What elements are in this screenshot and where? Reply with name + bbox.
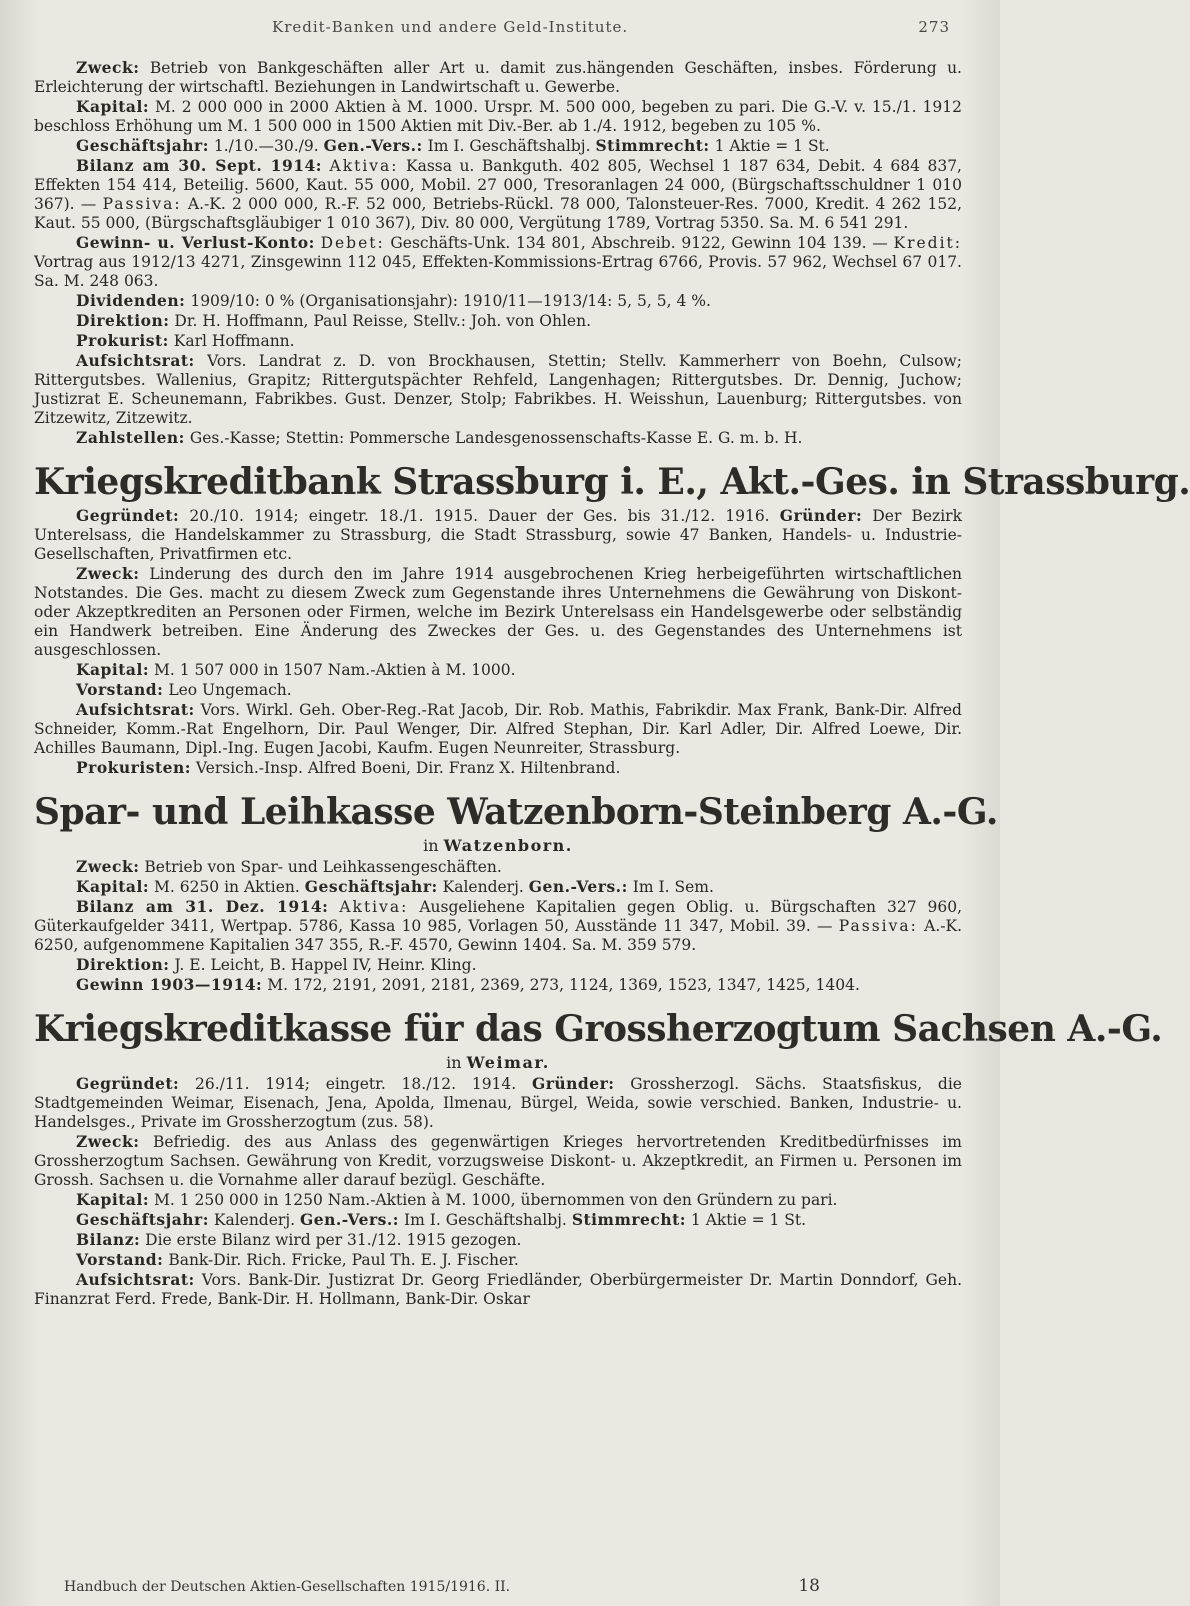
direktion-paragraph [34,955,962,975]
aufsichtsrat-label: Aufsichtsrat: [76,700,195,719]
gruender-label: Gründer: [779,506,863,525]
gj-label: Geschäftsjahr: [76,1210,209,1229]
stimmrecht-label: Stimmrecht: [595,136,710,155]
aufsichtsrat-paragraph [34,700,962,758]
kapital-label: Kapital: [76,1190,150,1209]
zahlstellen-text: Ges.-Kasse; Stettin: Pommersche Landesgenossenschafts-Kasse E. G. m. b. H. [189,429,803,447]
stimmrecht-text: 1 Aktie = 1 St. [690,1211,807,1229]
gj-text: Kalenderj. [213,1211,296,1229]
zweck-label: Zweck: [76,564,140,583]
debet-text: Geschäfts-Unk. 134 801, Abschreib. 9122, Gewinn 104 139. — [390,234,888,252]
entry-kriegskreditbank-strassburg [34,460,1190,778]
gruender-text: Der Bezirk Unterelsass, die Handelskammer zu Strassburg, die Stadt Strassburg, sowie 47 Banken, Handels- u. Industrie-Gesellschaften, Privatfirmen etc. [34,507,962,563]
gv-text: Im I. Sem. [632,878,714,896]
guv-paragraph [34,233,962,291]
gj-label: Geschäftsjahr: [304,877,438,896]
location-name: Watzenborn. [443,836,573,855]
zweck-text: Befriedig. des aus Anlass des gegenwärtigen Krieges hervortretenden Kreditbedürfnisses im Grossherzogtum Sachsen. Gewährung von Kredit, vorzugsweise Diskont- u. Akzeptkredit, an Firmen u. Personen im Grossh. Sachsen u. die Vornahme aller darauf bezügl. Geschäfte. [34,1133,962,1189]
gj-label: Geschäftsjahr: [76,136,209,155]
gegruendet-paragraph [34,506,962,564]
gv-text: Im I. Geschäftshalbj. [427,137,591,155]
prokuristen-label: Prokuristen: [76,758,191,777]
bilanz-paragraph [34,156,962,233]
gj-text: 1./10.—30./9. [213,137,319,155]
prokurist-label: Prokurist: [76,331,169,350]
guv-label: Gewinn- u. Verlust-Konto: [76,233,315,252]
gv-label: Gen.-Vers.: [299,1210,400,1229]
kapital-text: M. 1 507 000 in 1507 Nam.-Aktien à M. 1000. [154,661,516,679]
bilanz-paragraph [34,897,962,955]
entry-spar-leihkasse-watzenborn [34,790,998,995]
location-prefix: in [423,836,439,855]
bilanz-label: Bilanz am 30. Sept. 1914: [76,156,323,175]
entry-continued [34,58,962,448]
direktion-text: Dr. H. Hoffmann, Paul Reisse, Stellv.: Joh. von Ohlen. [174,312,592,330]
aufsichtsrat-text: Vors. Landrat z. D. von Brockhausen, Stettin; Stellv. Kammerherr von Boehn, Culsow; Rittergutsbes. Wallenius, Grapitz; Rittergutspächter Rehfeld, Langenhagen; Rittergutsbes. Dr. Dennig, Juchow; Justizrat E. Scheunemann, Fabrikbes. Gust. Denzer, Stolp; Fabrikbes. H. Weisshun, Lauenburg; Rittergutsbes. von Zitzewitz, Zitzewitz. [34,352,962,427]
gj-text: Kalenderj. [442,878,524,896]
company-title: Spar- und Leihkasse Watzenborn-Steinberg A.-G. [34,791,998,833]
page-number: 273 [918,18,950,36]
vorstand-label: Vorstand: [76,680,164,699]
gegruendet-text: 20./10. 1914; eingetr. 18./1. 1915. Dauer der Ges. bis 31./12. 1916. [189,507,770,525]
gegruendet-paragraph [34,1074,962,1132]
gewinn-text: M. 172, 2191, 2091, 2181, 2369, 273, 1124, 1369, 1523, 1347, 1425, 1404. [267,976,860,994]
page-footer [64,1576,950,1596]
zweck-label: Zweck: [76,1132,140,1151]
kredit-label: Kredit: [893,234,963,252]
gruender-label: Gründer: [531,1074,615,1093]
kapital-text: M. 6250 in Aktien. [154,878,300,896]
zahlstellen-paragraph [34,428,962,448]
zweck-label: Zweck: [76,58,140,77]
company-location [34,836,962,855]
prokuristen-paragraph [34,758,962,778]
gv-text: Im I. Geschäftshalbj. [403,1211,567,1229]
book-title: Handbuch der Deutschen Aktien-Gesellschaften 1915/1916. II. [64,1579,511,1595]
bilanz-text: Die erste Bilanz wird per 31./12. 1915 gezogen. [145,1231,522,1249]
vorstand-paragraph [34,1250,962,1270]
prokurist-text: Karl Hoffmann. [173,332,295,350]
company-location [34,1053,962,1072]
gegruendet-text: 26./11. 1914; eingetr. 18./12. 1914. [195,1075,517,1093]
direktion-text: J. E. Leicht, B. Happel IV, Heinr. Kling. [174,956,477,974]
vorstand-text: Leo Ungemach. [168,681,292,699]
kapital-label: Kapital: [76,877,150,896]
running-header [34,18,962,42]
prokurist-paragraph [34,331,962,351]
company-title: Kriegskreditbank Strassburg i. E., Akt.-Ges. in Strassburg. [34,461,1190,503]
kapital-label: Kapital: [76,660,150,679]
vorstand-paragraph [34,680,962,700]
vorstand-label: Vorstand: [76,1250,164,1269]
kapital-paragraph [34,1190,962,1210]
bilanz-label: Bilanz: [76,1230,141,1249]
aufsichtsrat-paragraph [34,1270,962,1309]
company-title: Kriegskreditkasse für das Grossherzogtum Sachsen A.-G. [34,1008,1163,1050]
passiva-label: Passiva: [838,917,918,935]
bilanz-paragraph [34,1230,962,1250]
direktion-label: Direktion: [76,311,170,330]
aufsichtsrat-label: Aufsichtsrat: [76,351,195,370]
kapital-paragraph [34,877,962,897]
dividenden-paragraph [34,291,962,311]
debet-label: Debet: [320,234,385,252]
dividenden-text: 1909/10: 0 % (Organisationsjahr): 1910/11—1913/14: 5, 5, 5, 4 %. [190,292,711,310]
zweck-text: Betrieb von Bankgeschäften aller Art u. damit zus.hängenden Geschäften, insbes. Förderung u. Erleichterung der wirtschaftl. Beziehungen in Landwirtschaft u. Gewerbe. [34,59,962,96]
zweck-paragraph [34,564,962,660]
gruender-text: Grossherzogl. Sächs. Staatsfiskus, die Stadtgemeinden Weimar, Eisenach, Jena, Apolda, Ilmenau, Bürgel, Weida, sowie verschied. Banken, Industrie- u. Handelsges., Private im Grossherzogtum (zus. 58). [34,1075,962,1131]
aktiva-text: Kassa u. Bankguth. 402 805, Wechsel 1 187 634, Debit. 4 684 837, Effekten 154 414, Beteilig. 5600, Kaut. 55 000, Mobil. 27 000, Tresoranlagen 24 000, (Bürgschaftsschuldner 1 010 367). — [34,157,962,213]
geschaeftsjahr-paragraph [34,136,962,156]
gv-label: Gen.-Vers.: [528,877,628,896]
aktiva-label: Aktiva: [339,898,409,916]
vorstand-text: Bank-Dir. Rich. Fricke, Paul Th. E. J. Fischer. [168,1251,519,1269]
stimmrecht-text: 1 Aktie = 1 St. [714,137,830,155]
direktion-label: Direktion: [76,955,170,974]
zweck-paragraph [34,1132,962,1190]
zweck-text: Betrieb von Spar- und Leihkassengeschäften. [144,858,502,876]
gv-label: Gen.-Vers.: [323,136,423,155]
zweck-label: Zweck: [76,857,140,876]
signature-mark: 18 [798,1576,820,1596]
location-name: Weimar. [466,1053,550,1072]
prokuristen-text: Versich.-Insp. Alfred Boeni, Dir. Franz X. Hiltenbrand. [195,759,621,777]
dividenden-label: Dividenden: [76,291,186,310]
aktiva-label: Aktiva: [329,157,399,175]
aufsichtsrat-text: Vors. Bank-Dir. Justizrat Dr. Georg Friedländer, Oberbürgermeister Dr. Martin Donndorf, Geh. Finanzrat Ferd. Frede, Bank-Dir. H. Hollmann, Bank-Dir. Oskar [34,1271,962,1308]
location-prefix: in [446,1053,462,1072]
kapital-text: M. 2 000 000 in 2000 Aktien à M. 1000. Urspr. M. 500 000, begeben zu pari. Die G.-V. v. 15./1. 1912 beschloss Erhöhung um M. 1 500 000 in 1500 Aktien mit Div.-Ber. ab 1./4. 1912, begeben zu 105 %. [34,98,962,135]
aufsichtsrat-label: Aufsichtsrat: [76,1270,195,1289]
zweck-text: Linderung des durch den im Jahre 1914 ausgebrochenen Krieg herbeigeführten wirtschaftlichen Notstandes. Die Ges. macht zu diesem Zweck zum Gegenstande ihres Unternehmens die Gewährung von Diskont- oder Akzeptkrediten an Personen oder Firmen, welche im Bezirk Unterelsass ein Handelsgewerbe oder selbständig ein Handwerk betreiben. Eine Änderung des Zweckes der Ges. u. des Gegenstandes des Unternehmens ist ausgeschlossen. [34,565,962,659]
stimmrecht-label: Stimmrecht: [571,1210,686,1229]
running-title: Kredit-Banken und andere Geld-Institute. [272,18,629,36]
direktion-paragraph [34,311,962,331]
passiva-text: A.-K. 2 000 000, R.-F. 52 000, Betriebs-Rückl. 78 000, Talonsteuer-Res. 7000, Kredit. 4 262 152, Kaut. 55 000, (Bürgschaftsgläubiger 1 010 367), Div. 80 000, Vergütung 1789, Vortrag 5350. Sa. M. 6 541 291. [34,195,962,232]
gegruendet-label: Gegründet: [76,506,180,525]
gewinn-label: Gewinn 1903—1914: [76,975,263,994]
aufsichtsrat-text: Vors. Wirkl. Geh. Ober-Reg.-Rat Jacob, Dir. Rob. Mathis, Fabrikdir. Max Frank, Bank-Dir. Alfred Schneider, Komm.-Rat Engelhorn, Dir. Paul Wenger, Dir. Alfred Stephan, Dir. Karl Adler, Dir. Alfred Loewe, Dir. Achilles Baumann, Dipl.-Ing. Eugen Jacobi, Kaufm. Eugen Neunreiter, Strassburg. [34,701,962,757]
geschaeftsjahr-paragraph [34,1210,962,1230]
kapital-label: Kapital: [76,97,150,116]
kapital-text: M. 1 250 000 in 1250 Nam.-Aktien à M. 1000, übernommen von den Gründern zu pari. [154,1191,838,1209]
entry-kriegskreditkasse-sachsen [34,1007,1163,1309]
zweck-paragraph [34,857,962,877]
kapital-paragraph [34,660,962,680]
zweck-paragraph [34,58,962,97]
passiva-label: Passiva: [102,195,182,213]
kapital-paragraph [34,97,962,136]
aktiva-text: Ausgeliehene Kapitalien gegen Oblig. u. Bürgschaften 327 960, Güterkaufgelder 3411, Wertpap. 5786, Kassa 10 985, Vorlagen 50, Ausstände 11 347, Mobil. 39. — [34,898,963,935]
passiva-text: A.-K. 6250, aufgenommene Kapitalien 347 355, R.-F. 4570, Gewinn 1404. Sa. M. 359 579. [34,917,962,954]
gegruendet-label: Gegründet: [76,1074,180,1093]
aufsichtsrat-paragraph [34,351,962,428]
bilanz-label: Bilanz am 31. Dez. 1914: [76,897,329,916]
gewinn-paragraph [34,975,962,995]
zahlstellen-label: Zahlstellen: [76,428,185,447]
kredit-text: Vortrag aus 1912/13 4271, Zinsgewinn 112 045, Effekten-Kommissions-Ertrag 6766, Provis. 57 962, Wechsel 67 017. Sa. M. 248 063. [34,253,962,290]
